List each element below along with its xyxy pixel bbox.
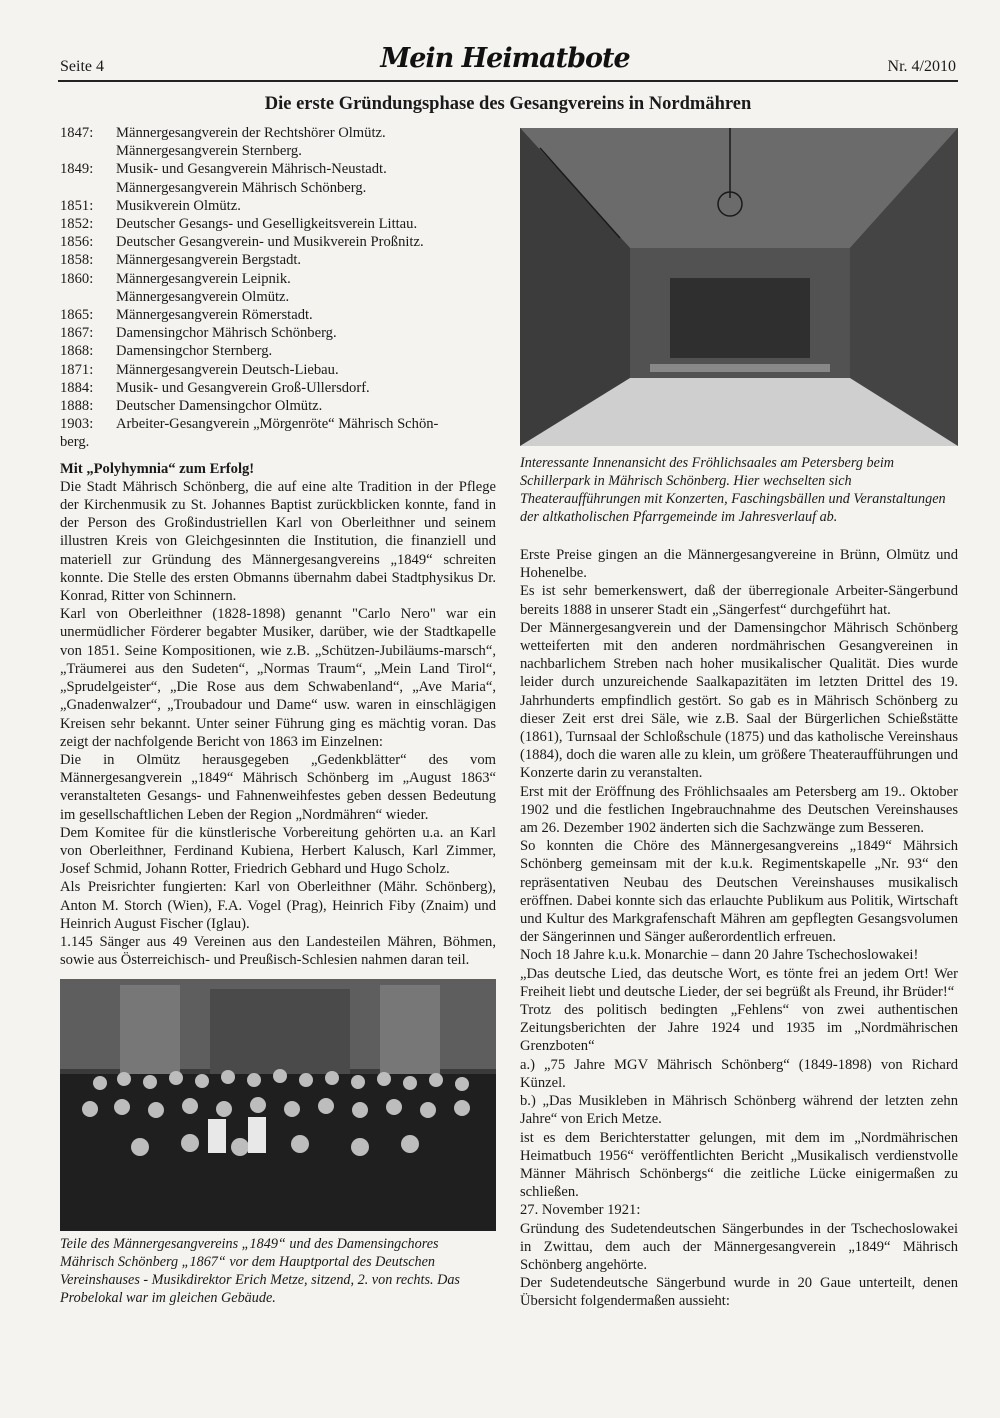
chronology-row (60, 361, 496, 379)
chronology-year (60, 179, 116, 197)
chronology-entry: Arbeiter-Gesangverein „Mörgenröte“ Mährisch Schön- (116, 416, 439, 433)
right-column (520, 128, 958, 1311)
paragraph: a.) „75 Jahre MGV Mährisch Schönberg“ (1849-1898) von Richard Künzel. (520, 1056, 958, 1091)
paragraph: Die in Olmütz herausgegeben „Gedenkblätter“ des vom Männergesangverein „1849“ Mährisch Schönberg im „August 1863“ veranstalteten Gesangs- und Fahnenweihfestes geben dessen Bedeutung im gesellschaftlichen Leben der Region „Nordmähren“ wieder. (60, 751, 496, 823)
chronology-row (60, 270, 496, 288)
issue-number: Nr. 4/2010 (887, 58, 956, 75)
chronology-year (60, 142, 116, 160)
chronology-entry: Männergesangverein Römerstadt. (116, 307, 313, 324)
founding-chronology (60, 124, 496, 415)
hall-photo-caption: Interessante Innenansicht des Fröhlichsaales am Petersberg beim Schillerpark in Mährisch Schönberg. Hier wechselten sich Theateraufführungen mit Konzerten, Faschingsbällen und Veranstaltungen der altkatholischen Pfarrgemeinde im Jahresverlauf ab. (520, 455, 946, 525)
paragraph: Trotz des politisch bedingten „Fehlens“ von zwei authentischen Zeitungsberichten der Jahre 1924 und 1935 im „Nordmährischen Grenzboten“ (520, 1002, 958, 1055)
masthead-logo (380, 40, 630, 74)
paragraph: Erst mit der Eröffnung des Fröhlichsaales am Petersberg am 19.. Oktober 1902 und die festlichen Ingebrauchnahme des Deutschen Vereinshauses am 26. Dezember 1902 änderten sich die Sachzwänge zum Besseren. (520, 783, 958, 837)
chronology-year: 1871: (60, 361, 94, 378)
chronology-row (60, 324, 496, 342)
paragraph: Erste Preise gingen an die Männergesangvereine in Brünn, Olmütz und Hohenelbe. (520, 547, 958, 582)
chronology-row (60, 179, 496, 197)
paragraph: b.) „Das Musikleben in Mährisch Schönberg während der letzten zehn Jahre“ von Erich Metze. (520, 1093, 958, 1128)
paragraph: 27. November 1921: (520, 1202, 641, 1219)
paragraph: Die Stadt Mährisch Schönberg, die auf eine alte Tradition in der Pflege der Kirchenmusik zu St. Johannes Baptist zurückblicken konnte, fand in der Person des Großindustriellen Karl von Oberleithner und seinem illustren Kreis von Gleichgesinnten die Institution, die finanziell und materiell zur Gründung des Männergesangvereins „1849“ schreiten konnte. Die Stelle des ersten Obmanns übernahm dabei Stadtphysikus Dr. Konrad, Ritter von Schinnern. (60, 478, 496, 605)
right-body-text (520, 546, 958, 1311)
left-column (60, 124, 496, 1307)
chronology-year: 1858: (60, 252, 94, 269)
chronology-entry: Deutscher Damensingchor Olmütz. (116, 398, 323, 415)
header-rule (58, 80, 958, 82)
chronology-1903 (60, 415, 496, 451)
chronology-row (60, 251, 496, 269)
chronology-row (60, 142, 496, 160)
chronology-year: 1903: (60, 416, 94, 433)
chronology-row (60, 160, 496, 178)
paragraph: So konnten die Chöre des Männergesangvereins „1849“ Mährsich Schönberg gemeinsam mit der k.u.k. Regimentskapelle „Nr. 93“ den repräsentativen Neubau des Deutschen Vereinshauses musikalisch eröffnen. Dabei konnte sich das erlauchte Publikum aus Politik, Wirtschaft und Kultur des Markgrafenschaft Mähren am gepflegten Gesangsvolumen der Sängerinnen und Sänger außerordentlich erfreuen. (520, 838, 958, 946)
chronology-row (60, 233, 496, 251)
chronology-entry: Männergesangverein Olmütz. (116, 288, 290, 305)
chronology-year: 1856: (60, 234, 94, 251)
chronology-year: 1860: (60, 270, 94, 287)
chronology-year: 1849: (60, 161, 94, 178)
chronology-year: 1847: (60, 125, 94, 141)
chronology-year: 1852: (60, 216, 94, 233)
paragraph: ist es dem Berichterstatter gelungen, mit dem im „Nordmährischen Heimatbuch 1956“ veröffentlichten Bericht „Musikalisch verdienstvolle Männer Mährisch Schönbergs“ die zeitliche Lücke einigermaßen zu schließen. (520, 1129, 958, 1201)
chronology-entry: Männergesangverein Mährisch Schönberg. (116, 179, 367, 196)
chronology-row (60, 306, 496, 324)
chronology-year: 1865: (60, 307, 94, 324)
paragraph: Der Sudetendeutsche Sängerbund wurde in 20 Gaue unterteilt, denen Übersicht folgendermaßen aussieht: (520, 1275, 958, 1310)
chronology-row (60, 342, 496, 360)
paragraph: Der Männergesangverein und der Damensingchor Mährisch Schönberg wetteiferten mit den anderen nordmährischen Gesangvereinen in nachbarlichem Streben nach hoher musikalischer Qualität. Dies wurde leider durch unzureichende Saalkapazitäten im letzten Drittel des 19. Jahrhunderts empfindlich gestört. So gab es in Mährisch Schönberg zu dieser Zeit erst drei Säle, wie z.B. Saal der Bürgerlichen Schießstätte (1861), Turnsaal der Schloßschule (1875) und das katholische Vereinshaus (1884), doch die waren alle zu klein, um größere Theateraufführungen und Konzerte darin zu veranstalten. (520, 619, 958, 782)
hall-photo (520, 128, 958, 446)
chronology-entry: Musik- und Gesangverein Groß-Ullersdorf. (116, 379, 370, 396)
chronology-year: 1868: (60, 343, 94, 360)
section-subheading: Mit „Polyhymnia“ zum Erfolg! (60, 460, 255, 477)
paragraph: „Das deutsche Lied, das deutsche Wort, es tönte frei an jedem Ort! Wer Freiheit liebt und deutsche Lieder, der sei begrüßt als Freund, ihr Brüder!“ (520, 965, 958, 1000)
group-photo-image (60, 979, 496, 1231)
chronology-entry: Männergesangverein Deutsch-Liebau. (116, 361, 339, 378)
chronology-year: 1888: (60, 398, 94, 415)
chronology-entry: Damensingchor Sternberg. (116, 343, 273, 360)
chronology-year (60, 288, 116, 306)
hall-photo-image (520, 128, 958, 446)
chronology-entry: Deutscher Gesangs- und Geselligkeitsverein Littau. (116, 216, 418, 233)
chronology-entry: Männergesangverein der Rechtshörer Olmütz. (116, 125, 386, 141)
chronology-entry: Damensingchor Mährisch Schönberg. (116, 325, 337, 342)
chronology-entry: Musik- und Gesangverein Mährisch-Neustadt. (116, 161, 387, 178)
chronology-row (60, 124, 496, 142)
chronology-year: 1867: (60, 325, 94, 342)
paragraph: Es ist sehr bemerkenswert, daß der überregionale Arbeiter-Sängerbund bereits 1888 in unserer Stadt ein „Sängerfest“ durchgeführt hat. (520, 583, 958, 618)
group-photo (60, 979, 496, 1231)
chronology-row (60, 215, 496, 233)
chronology-entry: Musikverein Olmütz. (116, 197, 241, 214)
page-number: Seite 4 (60, 58, 104, 75)
chronology-entry: Männergesangverein Sternberg. (116, 143, 302, 160)
chronology-year: 1884: (60, 379, 94, 396)
article-title: Die erste Gründungsphase des Gesangvereins in Nordmähren (264, 94, 752, 114)
chronology-entry: Männergesangverein Bergstadt. (116, 252, 302, 269)
chronology-row (60, 397, 496, 415)
paragraph: Als Preisrichter fungierten: Karl von Oberleithner (Mähr. Schönberg), Anton M. Storch (Wien), F.A. Vogel (Prag), Heinrich Fiby (Znaim) und Heinrich August Fischer (Iglau). (60, 879, 496, 932)
paragraph: Dem Komitee für die künstlerische Vorbereitung gehörten u.a. an Karl von Oberleithner, Ferdinand Kubiena, Herbert Kalusch, Karl Zimmer, Josef Schmid, Johann Rotter, Friedrich Gebhard und Hugo Scholz. (60, 824, 496, 878)
chronology-entry: Männergesangverein Leipnik. (116, 270, 291, 287)
svg-text:Mein Heimatbote: Mein Heimatbote (380, 43, 630, 74)
chronology-entry: Deutscher Gesangverein- und Musikverein Proßnitz. (116, 234, 424, 251)
group-photo-caption: Teile des Männergesangvereins „1849“ und des Damensingchores Mährisch Schönberg „1867“ vor dem Hauptportal des Deutschen Vereinshauses - Musikdirektor Erich Metze, sitzend, 2. von rechts. Das Probelokal war im gleichen Gebäude. (60, 1236, 460, 1307)
chronology-entry-cont: berg. (60, 434, 90, 451)
paragraph: Noch 18 Jahre k.u.k. Monarchie – dann 20 Jahre Tschechoslowakei! (520, 947, 919, 964)
chronology-year: 1851: (60, 197, 94, 214)
chronology-row (60, 379, 496, 397)
paragraph: Gründung des Sudetendeutschen Sängerbundes in der Tschechoslowakei in Zwittau, dem auch der Männergesangverein „1849“ Mährisch Schönberg angehörte. (520, 1220, 958, 1273)
chronology-row (60, 197, 496, 215)
chronology-row (60, 288, 496, 306)
paragraph: 1.145 Sänger aus 49 Vereinen aus den Landesteilen Mähren, Böhmen, sowie aus Österreichisch- und Preußisch-Schlesien nahmen daran teil. (60, 933, 496, 969)
paragraph: Karl von Oberleithner (1828-1898) genannt "Carlo Nero" war ein unermüdlicher Förderer begabter Musiker, darüber, wie der Stadtkapelle von 1851. Seine Kompositionen, wie z.B. „Schützen-Jubiläums-marsch“, „Träumerei aus den Sudeten“, „Normas Traum“, „Mein Land Tirol“, „Sprudelgeister“, „Die Rose aus dem Schwabenland“, „Ave Maria“, „Gnadenwalzer“, „Troubadour und Dame“ usw. waren in einschlägigen Kreisen sehr bekannt. Unter seiner Führung ging es mächtig voran. Das zeigt der nachfolgende Bericht von 1863 im Einzelnen: (60, 606, 496, 750)
left-body-text (60, 478, 496, 969)
